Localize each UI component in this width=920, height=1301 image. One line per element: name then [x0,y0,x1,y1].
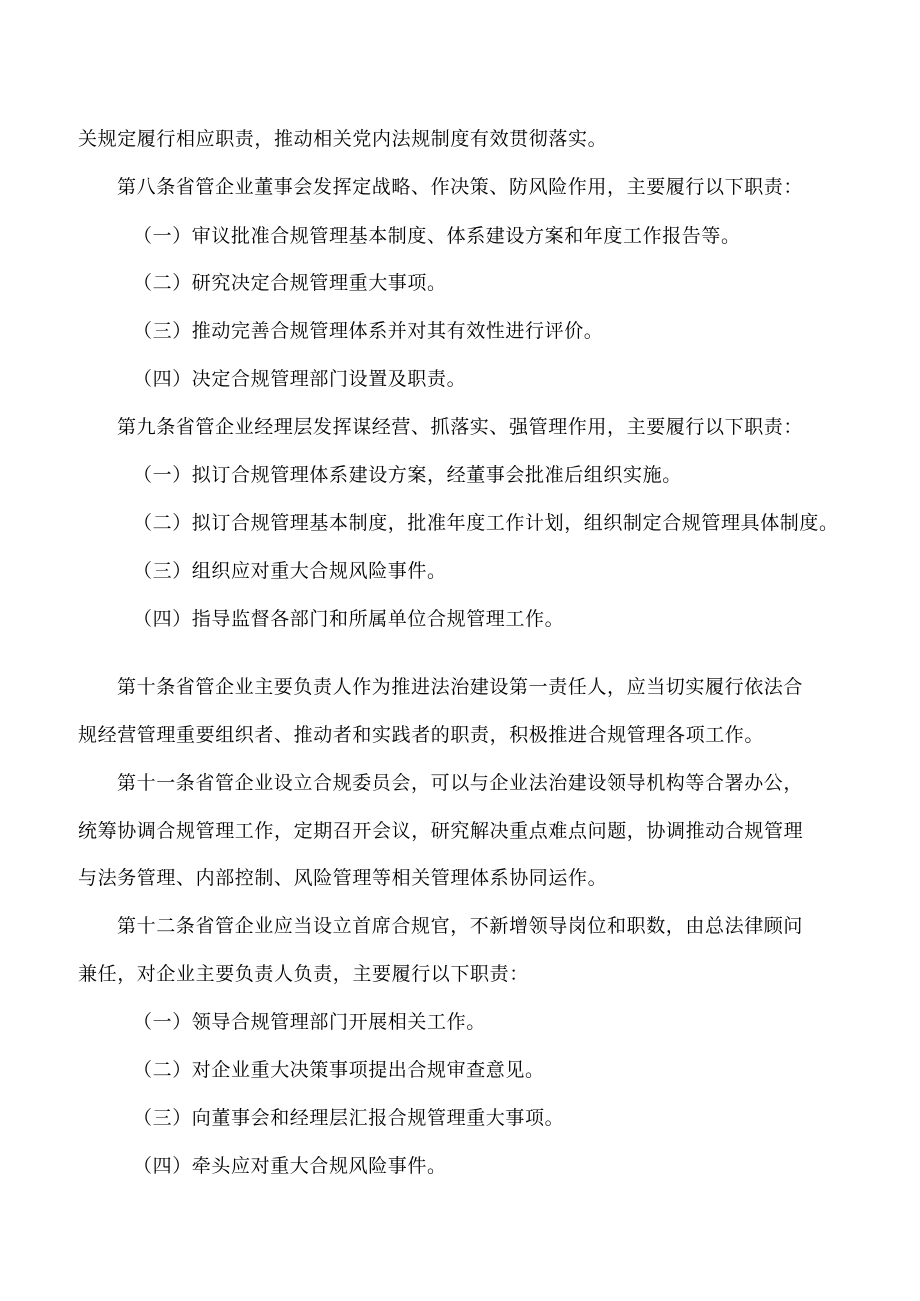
article-12-item-1: （一）领导合规管理部门开展相关工作。 [133,1011,486,1033]
article-12-line-2: 兼任，对企业主要负责人负责，主要履行以下职责： [78,963,529,985]
article-8-item-2: （二）研究决定合规管理重大事项。 [133,272,447,294]
article-8-heading: 第八条省管企业董事会发挥定战略、作决策、防风险作用，主要履行以下职责： [117,176,804,198]
article-8-item-3: （三）推动完善合规管理体系并对其有效性进行评价。 [133,320,604,342]
article-11-line-3: 与法务管理、内部控制、风险管理等相关管理体系协同运作。 [78,867,608,889]
article-9-item-4: （四）指导监督各部门和所属单位合规管理工作。 [133,608,565,630]
article-9-item-2: （二）拟订合规管理基本制度，批准年度工作计划，组织制定合规管理具体制度。 [133,512,839,534]
article-9-item-3: （三）组织应对重大合规风险事件。 [133,560,447,582]
article-9-item-1: （一）拟订合规管理体系建设方案，经董事会批准后组织实施。 [133,464,682,486]
article-12-item-4: （四）牵头应对重大合规风险事件。 [133,1155,447,1177]
article-10-line-1: 第十条省管企业主要负责人作为推进法治建设第一责任人，应当切实履行依法合 [117,676,804,698]
article-8-item-1: （一）审议批准合规管理基本制度、体系建设方案和年度工作报告等。 [133,225,741,247]
article-12-line-1: 第十二条省管企业应当设立首席合规官，不新增领导岗位和职数，由总法律顾问 [117,915,804,937]
article-11-line-1: 第十一条省管企业设立合规委员会，可以与企业法治建设领导机构等合署办公， [117,772,804,794]
article-12-item-2: （二）对企业重大决策事项提出合规审查意见。 [133,1059,545,1081]
text-line-1: 关规定履行相应职责，推动相关党内法规制度有效贯彻落实。 [78,128,608,150]
article-10-line-2: 规经营管理重要组织者、推动者和实践者的职责，积极推进合规管理各项工作。 [78,724,765,746]
article-9-heading: 第九条省管企业经理层发挥谋经营、抓落实、强管理作用，主要履行以下职责： [117,416,804,438]
article-11-line-2: 统筹协调合规管理工作，定期召开会议，研究解决重点难点问题，协调推动合规管理 [78,820,804,842]
article-12-item-3: （三）向董事会和经理层汇报合规管理重大事项。 [133,1107,565,1129]
article-8-item-4: （四）决定合规管理部门设置及职责。 [133,368,467,390]
